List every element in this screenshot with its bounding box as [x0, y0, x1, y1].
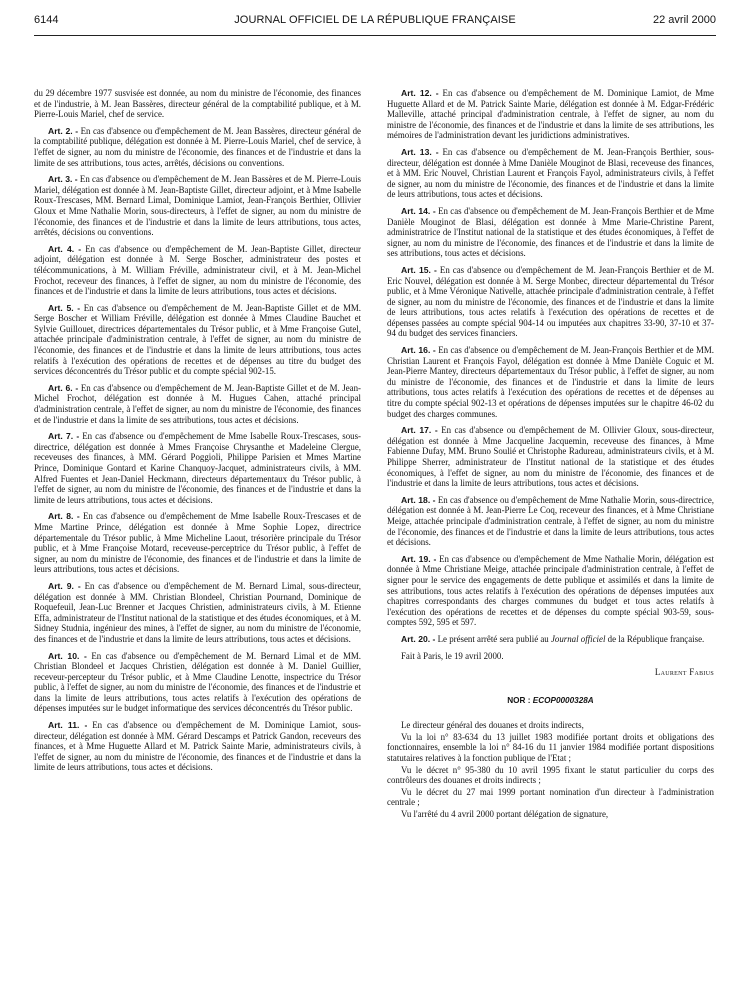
article-label: Art. 11. -: [48, 720, 88, 731]
article-paragraph: [387, 88, 714, 141]
article-paragraph: [34, 303, 361, 377]
article-text: de la République française.: [605, 633, 705, 644]
article-text: En cas d'absence ou d'empêchement de M. Dominique Lamiot, sous-directeur, délégation est donnée à MM. Gérard Descamps et Patrick Gandon, receveurs des finances, et à Mme Huguette Allard et M. Patrick Sainte Marie, administrateurs civils, à l'effet de signer, au nom du ministre de l'économie, des finances et de l'industrie et dans la limite de leurs attributions, tous actes et décisions.: [34, 720, 361, 773]
article-paragraph: [34, 651, 361, 715]
issue-date: 22 avril 2000: [653, 14, 716, 26]
article-text: En cas d'absence ou d'empêchement de Mme Nathalie Morin, délégation est donnée à Mme Christiane Meige, attachée principale d'administration centrale, à l'effet de signer pour le service des engagements de dette publique et assimilés et dans la limite de ses attributions, tous actes relatifs à l'exécution des opérations de dépenses imputées aux chapitres correspondants des charges communes du budget et tous actes relatifs à l'exécution des opérations de recettes et de dépenses du compte spécial 903-59, sous-comptes 592, 595 et 597.: [387, 553, 714, 628]
article-text: En cas d'absence ou d'empêchement de M. Jean-François Berthier et de MM. Christian Laurent et François Fayol, délégation est donnée à Mme Danièle Coguic et M. Jean-Pierre Mantey, directeurs départementaux du Trésor public, à l'effet de signer, au nom du ministre de l'économie, des finances et de l'industrie et dans la limite de leurs attributions, tous actes relatifs à l'exécution des opérations de recettes et de dépenses au titre du compte spécial 902-13 et opérations de dépenses imputées sur le chapitre 46-02 du budget des charges communes.: [387, 345, 714, 419]
article-paragraph: [34, 581, 361, 645]
article-text: En cas d'absence ou d'empêchement de Mme Isabelle Roux-Trescases, sous-directrice, délégation est donnée à Mmes Françoise Chrysanthe et Madeleine Clergue, receveuses des finances, à MM. Gérard Poggioli, Philippe Parisien et Mmes Martine Prince, Dominique Gontard et Karine Chanquoy-Jacquet, administrateurs civils, à MM. Alfred Fuentes et Jean-Daniel Heckmann, directeurs départementaux du Trésor public, à l'effet de signer, au nom du ministre de l'économie, des finances et de l'industrie et dans la limite de leurs attributions, tous actes et décisions.: [34, 431, 361, 505]
article-label: Art. 8. -: [48, 511, 80, 522]
article-paragraph: [387, 425, 714, 489]
article-label: Art. 14. -: [401, 205, 436, 216]
article-paragraph: [34, 244, 361, 297]
article-label: Art. 5. -: [48, 302, 81, 313]
signature: Laurent Fabius: [654, 667, 714, 678]
article-label: Art. 17. -: [401, 425, 438, 436]
article-paragraph: [34, 174, 361, 238]
article-label: Art. 7. -: [48, 431, 80, 442]
nor-reference: [387, 696, 714, 707]
decree-line: Vu le décret n° 95-380 du 10 avril 1995 fixant le statut particulier du corps des contrôleurs des douanes et droits indirects ;: [387, 764, 714, 786]
article-paragraph: [387, 554, 714, 628]
article-text: En cas d'absence ou d'empêchement de M. Jean-Baptiste Gillet, directeur adjoint, délégation est donnée à M. Serge Boscher, administrateur des postes et télécommunications, à M. William Fréville, administrateur civil, et à M. Jean-Michel Frochot, receveur des finances, à l'effet de signer, au nom du ministre de l'économie, des finances et de l'industrie et dans la limite de leurs attributions, tous actes et décisions.: [34, 243, 361, 297]
left-column: [34, 88, 361, 983]
article-paragraph: [34, 126, 361, 168]
article-label: Art. 19. -: [401, 553, 437, 564]
journal-title: JOURNAL OFFICIEL DE LA RÉPUBLIQUE FRANÇAISE: [234, 14, 516, 26]
article-label: Art. 9. -: [48, 580, 81, 591]
article-text: En cas d'absence ou d'empêchement de M. Jean-François Berthier, sous-directeur, délégation est donnée à Mme Danièle Mouginot de Blasi, receveuse des finances, et à MM. Eric Nouvel, Christian Laurent et François Fayol, administrateurs civils, à l'effet de signer, au nom du ministre de l'économie, des finances et de l'industrie et dans la limite de leurs attributions, tous actes et décisions.: [387, 146, 714, 200]
article-text: du 29 décembre 1977 susvisée est donnée, au nom du ministre de l'économie, des finances et de l'industrie, à M. Jean Bassères, directeur général de la comptabilité publique, et à M. Pierre-Louis Mariel, chef de service.: [34, 88, 361, 120]
article-text: En cas d'absence ou d'empêchement de M. Jean-Baptiste Gillet et de MM. Serge Boscher et William Fréville, délégation est donnée à Mmes Claudine Bauchet et Sylvie Guillouet, directrices départementales du Trésor public, et à Mme Françoise Gutel, attachée principale d'administration centrale, à l'effet de signer, au nom du ministre de l'économie, des finances et de l'industrie et dans la limite de leurs attributions, tous actes relatifs à l'exécution des opérations de recettes et de dépenses au titre du budget des services déconcentrés du Trésor public et du compte spécial 902-15.: [34, 302, 361, 377]
journal-name: Journal officiel: [550, 633, 606, 644]
article-text: En cas d'absence ou d'empêchement de M. Dominique Lamiot, de Mme Huguette Allard et de M. Patrick Sainte Marie, délégation est donnée à M. Edgar-Frédéric Malleville, attaché principal d'administration centrale, à l'effet de signer, au nom du ministre de l'économie, des finances et de l'industrie et dans la limite de ses attributions, les mémoires de l'administration devant les juridictions administratives.: [387, 88, 714, 141]
decree-line: Vu la loi n° 83-634 du 13 juillet 1983 modifiée portant droits et obligations des fonctionnaires, ensemble la loi n° 84-16 du 11 janvier 1984 modifiée portant dispositions statutaires relatives à la fonction publique de l'Etat ;: [387, 731, 714, 764]
article-20: [387, 634, 714, 645]
article-text: En cas d'absence ou d'empêchement de M. Jean-Baptiste Gillet et de M. Jean-Michel Frochot, délégation est donnée à M. Hugues Cahen, attaché principal d'administration centrale, à l'effet de signer, au nom du ministre de l'économie, des finances et de l'industrie et dans la limite de ses attributions, tous actes et décisions.: [34, 382, 361, 425]
article-paragraph: [34, 383, 361, 425]
decree-line: Vu le décret du 27 mai 1999 portant nomination d'un directeur à l'administration centrale ;: [387, 786, 714, 808]
article-label: Art. 15. -: [401, 264, 437, 275]
article-paragraph: [387, 265, 714, 339]
right-column: [387, 88, 714, 983]
article-paragraph: [387, 206, 714, 259]
article-label: Art. 2. -: [48, 125, 79, 136]
article-text: En cas d'absence ou d'empêchement de Mme Nathalie Morin, sous-directrice, délégation est donnée à M. Jean-Pierre Le Coq, receveur des finances, et à Mme Christiane Meige, attachée principale d'administration centrale, à l'effet de signer, au nom du ministre de l'économie, des finances et de l'industrie et dans la limite de leurs attributions, tous actes et décisions.: [387, 494, 714, 548]
article-label: Art. 20. -: [401, 633, 436, 644]
article-text: En cas d'absence ou d'empêchement de M. Jean-François Berthier et de Mme Danièle Mouginot de Blasi, délégation est donnée à Mme Marie-Christine Parent, administratrice de l'Institut national de la statistique et des études économiques, à l'effet de signer, au nom du ministre de l'économie, des finances et de l'industrie et dans la limite de ses attributions, tous actes et décisions.: [387, 205, 714, 259]
page-number: 6144: [34, 14, 59, 26]
article-label: Art. 12. -: [401, 88, 439, 98]
article-text: En cas d'absence ou d'empêchement de M. Bernard Limal et de MM. Christian Blondeel et Jacques Christien, délégation est donnée à M. Daniel Guillier, receveur-percepteur du Trésor public, et à Mme Claudine Lenotte, inspectrice du Trésor public, à l'effet de signer, au nom du ministre de l'économie, des finances et de l'industrie et dans la limite de leurs attributions, tous actes relatifs à l'exécution des opérations de dépenses imputées sur le budget informatique des services déconcentrés du Trésor public.: [34, 650, 361, 714]
article-label: Art. 4. -: [48, 243, 82, 254]
article-text: En cas d'absence ou d'empêchement de M. Jean Bassères et de M. Pierre-Louis Mariel, délégation est donnée à M. Jean-Baptiste Gillet, directeur adjoint, et à Mme Isabelle Roux-Trescases, MM. Bernard Limal, Dominique Lamiot, Jean-François Berthier, Ollivier Gloux et Mme Nathalie Morin, sous-directeurs, à l'effet de signer, au nom du ministre de l'économie, des finances et de l'industrie et dans la limite de leurs attributions, tous actes, arrêtés, décisions ou conventions.: [34, 174, 361, 238]
article-text: En cas d'absence ou d'empêchement de M. Bernard Limal, sous-directeur, délégation est donnée à MM. Christian Blondeel, Christian Pournand, Dominique de Roquefeuil, Jean-Luc Brenner et Jacques Christien, administrateurs civils, à M. Etienne Effa, administrateur de l'Institut national de la statistique et des études économiques, et à M. Sidney Studnia, ingénieur des mines, à l'effet de signer, au nom du ministre de l'économie, des finances et de l'industrie et dans la limite de leurs attributions, tous actes et décisions.: [34, 580, 361, 644]
article-label: Art. 16. -: [401, 345, 436, 356]
article-paragraph: [34, 720, 361, 773]
article-label: Art. 13. -: [401, 146, 439, 157]
decree-line: Vu l'arrêté du 4 avril 2000 portant délégation de signature,: [401, 809, 609, 820]
article-text: En cas d'absence ou d'empêchement de M. Jean-François Berthier et de M. Eric Nouvel, délégation est donnée à M. Serge Monbec, directeur départemental du Trésor public, et à Mme Véronique Nativelle, attachée principale d'administration centrale, à l'effet de signer, au nom du ministre de l'économie, des finances et de l'industrie et dans la limite de leurs attributions, tous actes relatifs à l'exécution des opérations de recettes et de dépenses passées au compte spécial 904-14 ou imputées aux chapitres 33-90, 37-10 et 37-94 du budget des services financiers.: [387, 264, 714, 339]
article-text: En cas d'absence ou d'empêchement de M. Jean Bassères, directeur général de la comptabilité publique, délégation est donnée à M. Pierre-Louis Mariel, chef de service, à l'effet de signer, au nom du ministre de l'économie, des finances et de l'industrie et dans la limite de ses attributions, tous actes, arrêtés, décisions ou conventions.: [34, 125, 361, 168]
article-paragraph: [387, 345, 714, 419]
decree-line: Le directeur général des douanes et droits indirects,: [401, 720, 584, 731]
header-rule: [34, 35, 716, 36]
article-paragraph: [34, 511, 361, 575]
article-label: Art. 18. -: [401, 494, 436, 505]
article-paragraph: [387, 147, 714, 200]
nor-prefix: NOR :: [507, 695, 531, 705]
article-paragraph: [34, 88, 361, 120]
page-header: [34, 14, 716, 30]
article-text: Le présent arrêté sera publié au: [437, 633, 551, 644]
article-paragraph: [34, 431, 361, 505]
article-paragraph: [387, 495, 714, 548]
article-label: Art. 3. -: [48, 174, 78, 185]
article-label: Art. 10. -: [48, 650, 87, 661]
article-label: Art. 6. -: [48, 382, 79, 393]
article-text: En cas d'absence ou d'empêchement de M. Ollivier Gloux, sous-directeur, délégation est donnée à Mme Jacqueline Jacquemin, receveuse des finances, à Mme Fabienne Dufay, MM. Bruno Soulié et Christophe Radureau, administrateurs civils, et à M. Philippe Sherrer, administrateur de l'Institut national de la statistique et des études économiques, à l'effet de signer, au nom du ministre de l'économie, des finances et de l'industrie et dans la limite de leurs attributions, tous actes et décisions.: [387, 425, 714, 489]
nor-code: ECOP0000328A: [532, 695, 594, 705]
article-text: En cas d'absence ou d'empêchement de Mme Isabelle Roux-Trescases et de Mme Martine Prince, délégation est donnée à Mme Sophie Lopez, directrice départementale du Trésor public, à Mme Micheline Laout, trésorière principale du Trésor public, et à Mme Françoise Motard, receveuse-perceptrice du Trésor public, à l'effet de signer, au nom du ministre de l'économie, des finances et de l'industrie et dans la limite de leurs attributions, tous actes et décisions.: [34, 511, 361, 575]
done-at: Fait à Paris, le 19 avril 2000.: [401, 650, 504, 661]
